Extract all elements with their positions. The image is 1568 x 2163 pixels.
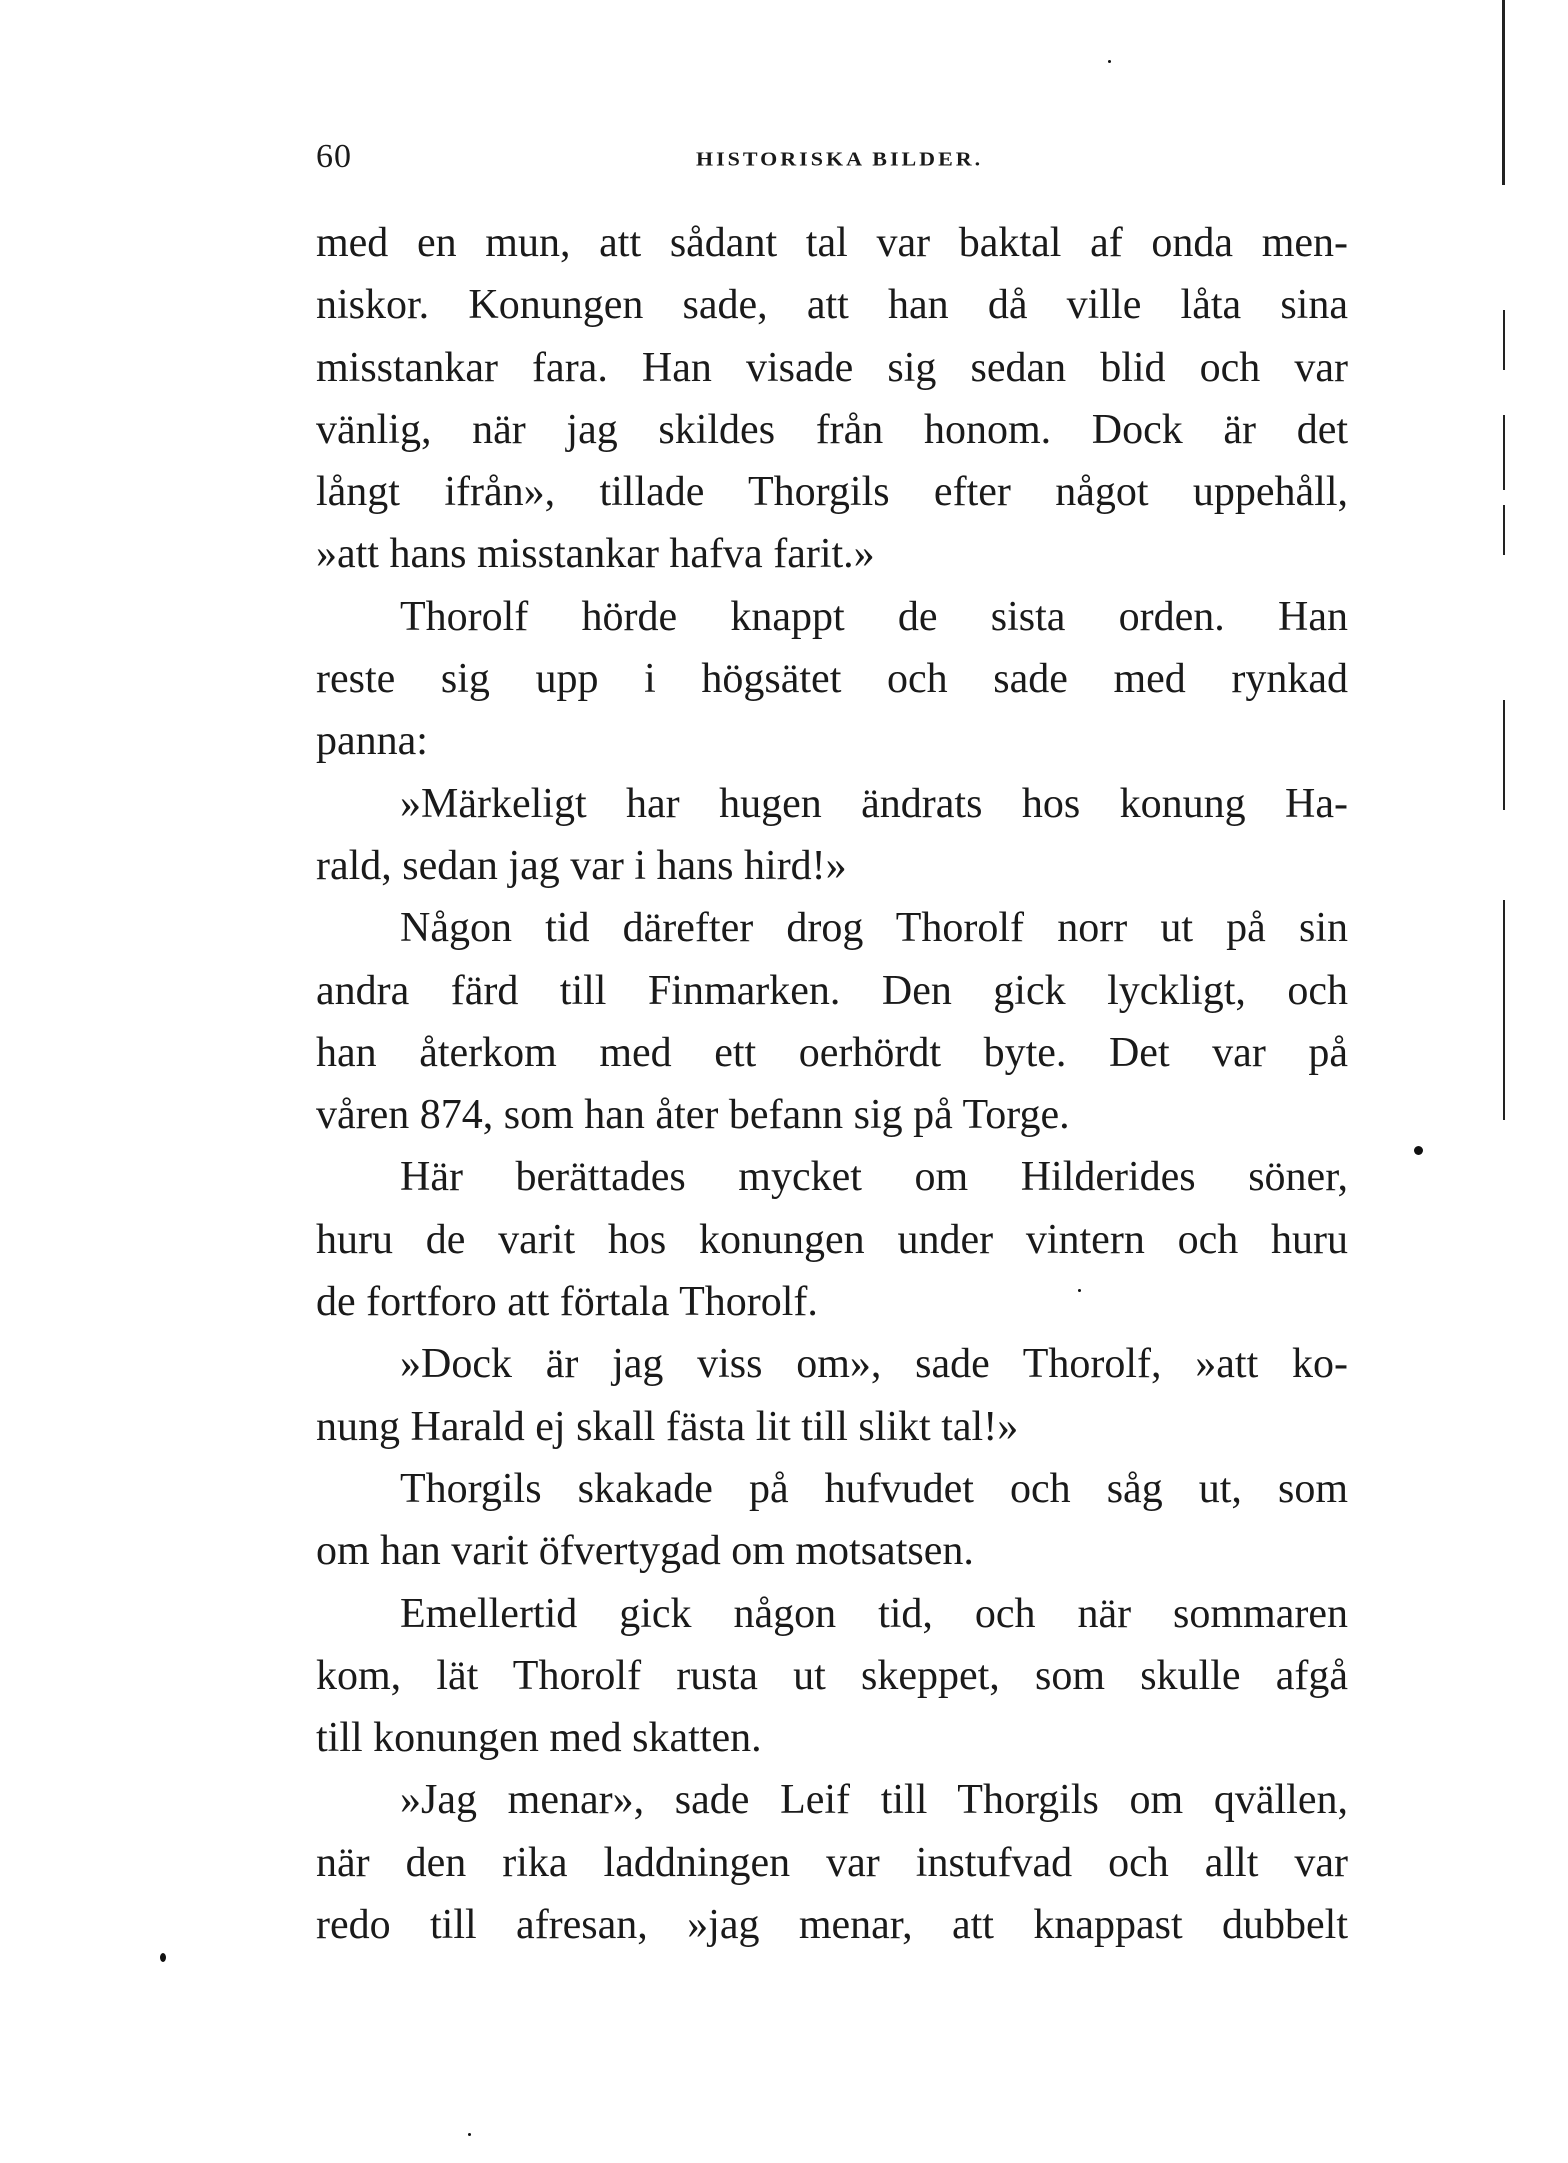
text-line-content: »Märkeligt har hugen ändrats hos konung Ha- — [400, 780, 1348, 827]
text-line-content: till konungen med skatten. — [316, 1715, 762, 1762]
text-line-content: de fortforo att förtala Thorolf. — [316, 1279, 818, 1326]
scan-speck — [1414, 1146, 1423, 1155]
scan-edge-line — [1503, 700, 1505, 810]
text-line — [316, 1645, 1348, 1707]
scan-speck — [160, 1953, 166, 1962]
text-line — [316, 1146, 1348, 1208]
text-line-content: huru de varit hos konungen under vintern och huru — [316, 1216, 1348, 1263]
text-line-content: »Dock är jag viss om», sade Thorolf, »att ko- — [400, 1341, 1348, 1388]
text-line — [316, 773, 1348, 835]
text-line — [316, 835, 1348, 897]
text-line-content: Någon tid därefter drog Thorolf norr ut på sin — [400, 905, 1348, 952]
text-line-content: misstankar fara. Han visade sig sedan blid och var — [316, 344, 1348, 391]
text-line-content: när den rika laddningen var instufvad och allt var — [316, 1839, 1348, 1886]
text-line — [316, 1084, 1348, 1146]
text-line — [316, 1769, 1348, 1831]
text-line — [316, 1520, 1348, 1582]
text-line — [316, 1458, 1348, 1520]
page-header — [316, 138, 1346, 188]
scan-edge-line — [1502, 0, 1505, 185]
text-line — [316, 1396, 1348, 1458]
text-line-content: våren 874, som han åter befann sig på Torge. — [316, 1092, 1070, 1139]
text-line — [316, 461, 1348, 523]
text-line — [316, 1583, 1348, 1645]
text-line-content: »Jag menar», sade Leif till Thorgils om qvällen, — [400, 1777, 1348, 1824]
text-line-content: Thorolf hörde knappt de sista orden. Han — [400, 593, 1348, 640]
text-line — [316, 1894, 1348, 1956]
scan-speck — [468, 2133, 471, 2136]
text-line-content: kom, lät Thorolf rusta ut skeppet, som skulle afgå — [316, 1652, 1348, 1699]
text-line-content: rald, sedan jag var i hans hird!» — [316, 842, 847, 889]
text-line — [316, 586, 1348, 648]
text-line — [316, 1832, 1348, 1894]
text-line-content: andra färd till Finmarken. Den gick lyckligt, och — [316, 967, 1348, 1014]
text-line — [316, 337, 1348, 399]
running-title: HISTORISKA BILDER. — [696, 147, 984, 171]
text-line-content: redo till afresan, »jag menar, att knappast dubbelt — [316, 1902, 1348, 1949]
text-line-content: »att hans misstankar hafva farit.» — [316, 531, 875, 578]
text-line-content: han återkom med ett oerhördt byte. Det var på — [316, 1029, 1348, 1076]
text-line — [316, 1333, 1348, 1395]
scan-edge-line — [1503, 900, 1505, 1120]
text-line — [316, 212, 1348, 274]
text-line-content: Thorgils skakade på hufvudet och såg ut, som — [400, 1465, 1348, 1512]
scan-edge-line — [1503, 415, 1505, 490]
text-line-content: med en mun, att sådant tal var baktal af onda men- — [316, 220, 1348, 266]
text-line-content: niskor. Konungen sade, att han då ville låta sina — [316, 282, 1348, 329]
text-line-content: Emellertid gick någon tid, och när sommaren — [400, 1590, 1348, 1637]
text-line — [316, 1707, 1348, 1769]
scan-edge-line — [1503, 505, 1505, 555]
text-line — [316, 1022, 1348, 1084]
text-line-content: Här berättades mycket om Hilderides söner, — [400, 1154, 1348, 1201]
text-line-content: reste sig upp i högsätet och sade med rynkad — [316, 656, 1348, 703]
text-line-content: långt ifrån», tillade Thorgils efter något uppehåll, — [316, 469, 1348, 516]
scan-speck — [1078, 1289, 1081, 1292]
text-line — [316, 274, 1348, 336]
text-line — [316, 648, 1348, 710]
text-line — [316, 399, 1348, 461]
page-number: 60 — [316, 138, 352, 175]
scan-edge-line — [1503, 310, 1505, 370]
text-line — [316, 1209, 1348, 1271]
text-line — [316, 1271, 1348, 1333]
text-line-content: vänlig, när jag skildes från honom. Dock är det — [316, 406, 1348, 453]
text-line — [316, 960, 1348, 1022]
text-line — [316, 710, 1348, 772]
text-line-content: panna: — [316, 718, 428, 765]
body-text — [316, 212, 1348, 1956]
text-line-content: nung Harald ej skall fästa lit till slikt tal!» — [316, 1403, 1019, 1450]
scan-speck — [1108, 60, 1111, 63]
text-line-content: om han varit öfvertygad om motsatsen. — [316, 1528, 974, 1575]
text-line — [316, 897, 1348, 959]
text-line — [316, 523, 1348, 585]
